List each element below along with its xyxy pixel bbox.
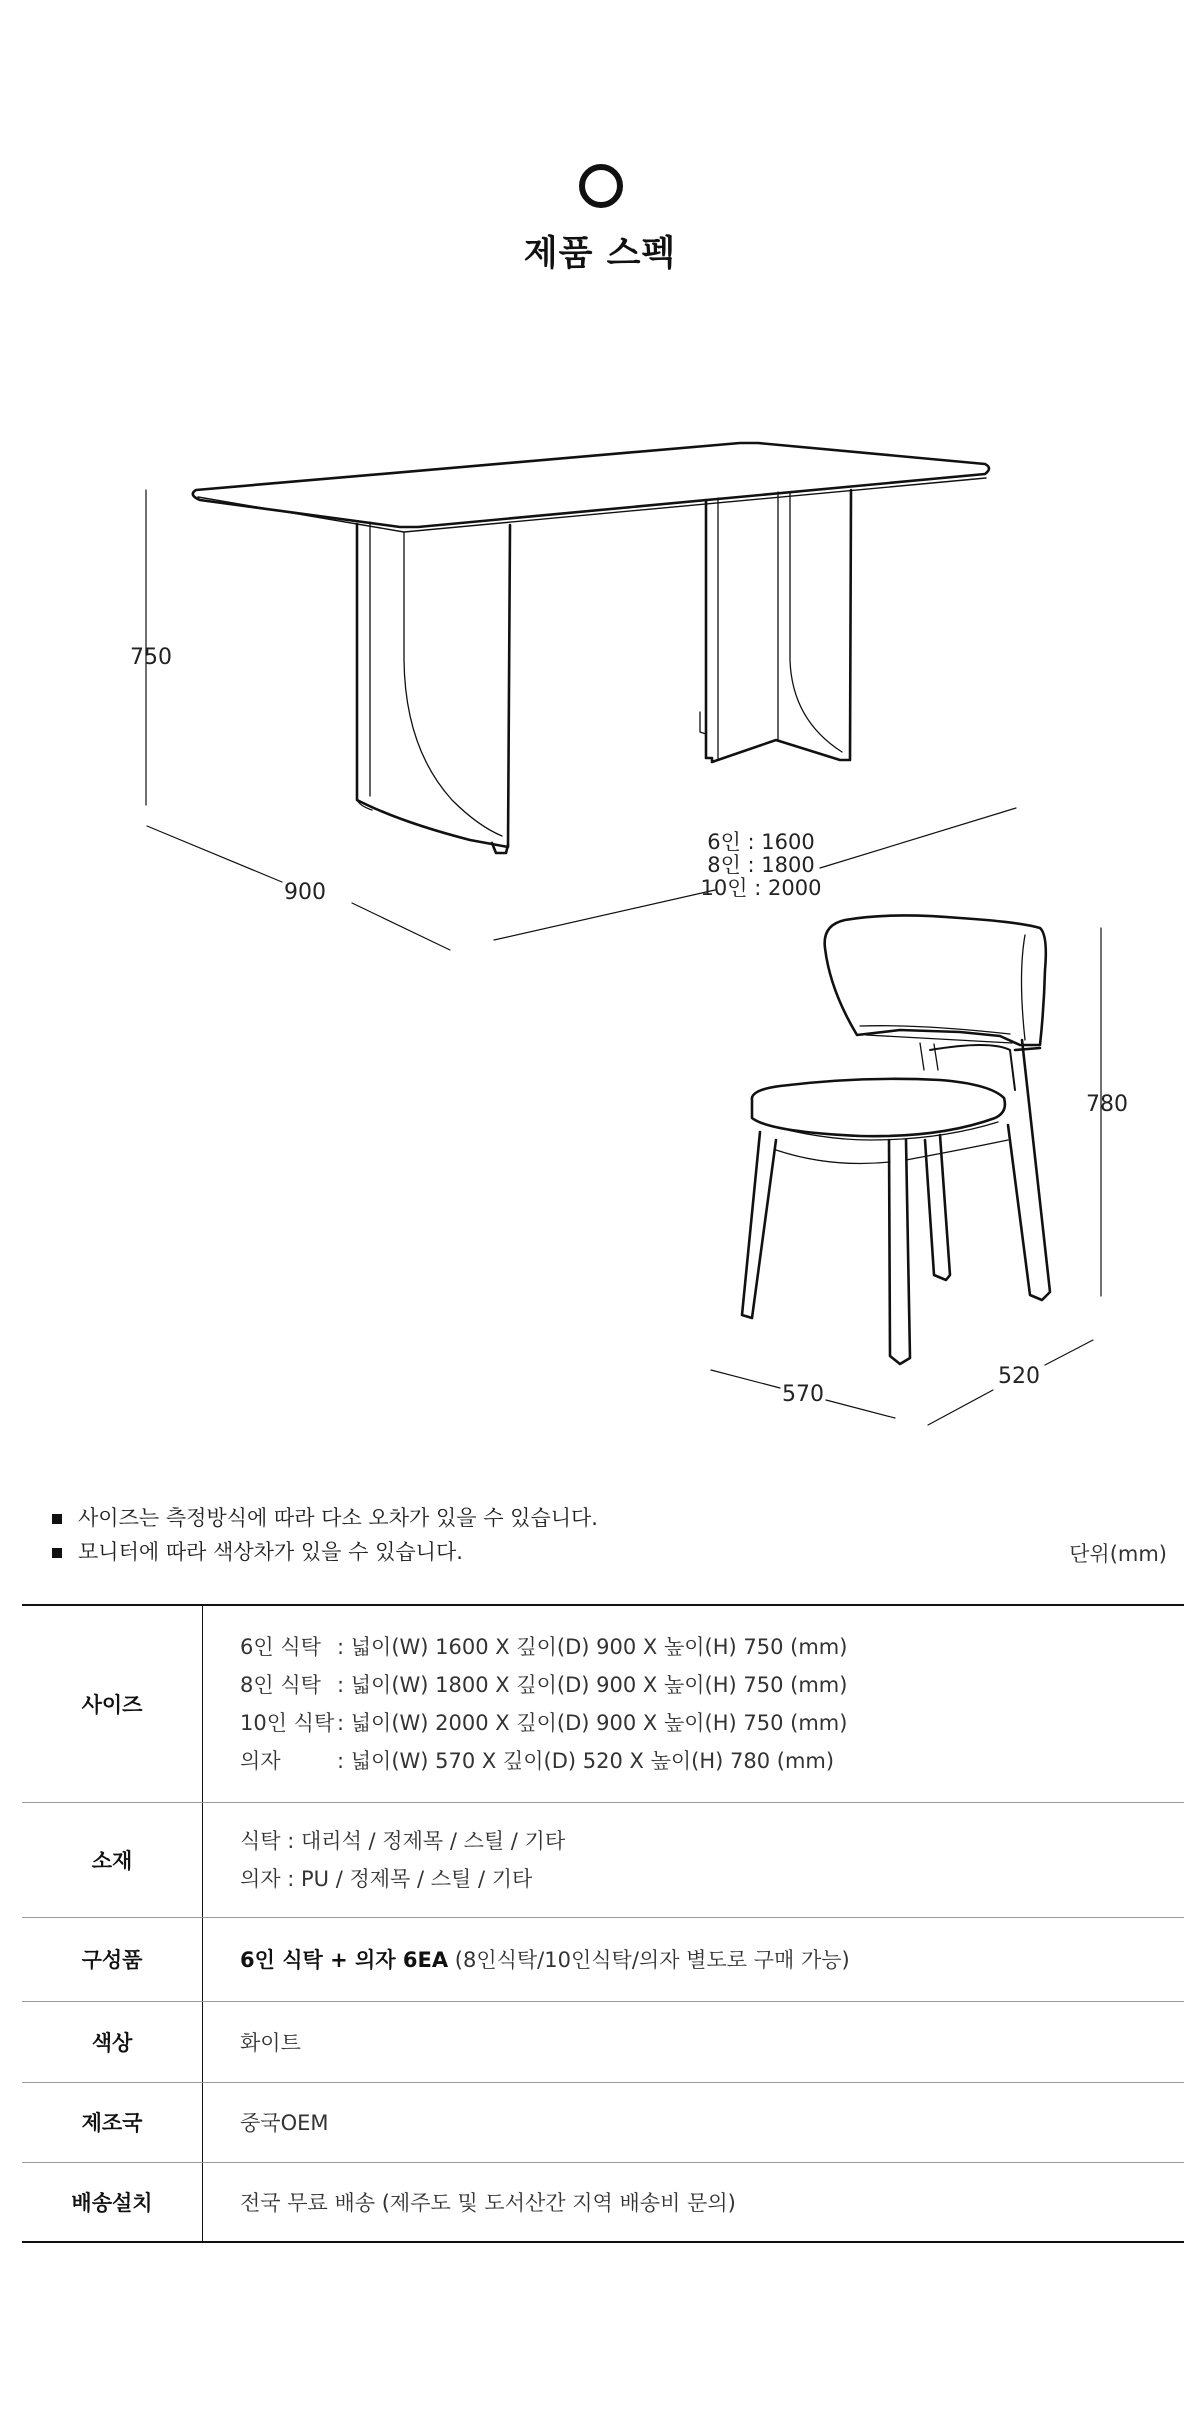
chair-illustration xyxy=(742,915,1050,1364)
spec-row-size xyxy=(22,1605,1184,1802)
spec-row-origin xyxy=(22,2082,1184,2162)
notes-list xyxy=(52,1501,598,1569)
spec-value: 화이트 xyxy=(203,2001,1185,2082)
table-illustration xyxy=(193,443,989,853)
table-width-8: 8인 : 1800 xyxy=(707,853,815,877)
spec-value: 식탁 : 대리석 / 정제목 / 스틸 / 기타 의자 : PU / 정제목 / 스틸 / 기타 xyxy=(203,1802,1185,1917)
spec-label: 색상 xyxy=(22,2001,203,2082)
unit-label: 단위(mm) xyxy=(1069,1542,1167,1566)
chair-width-label: 570 xyxy=(782,1382,824,1407)
table-dimension-lines xyxy=(146,490,1016,950)
chair-height-label: 780 xyxy=(1086,1092,1128,1117)
spec-table xyxy=(22,1604,1184,2243)
spec-label: 구성품 xyxy=(22,1917,203,2001)
spec-row-components xyxy=(22,1917,1184,2001)
table-height-label: 750 xyxy=(130,645,172,670)
spec-row-material xyxy=(22,1802,1184,1917)
table-width-6: 6인 : 1600 xyxy=(707,830,815,854)
bullet-icon xyxy=(52,1548,62,1558)
spec-label: 배송설치 xyxy=(22,2162,203,2242)
bullet-icon xyxy=(52,1514,62,1524)
spec-label: 소재 xyxy=(22,1802,203,1917)
spec-row-color xyxy=(22,2001,1184,2082)
note-item: 사이즈는 측정방식에 따라 다소 오차가 있을 수 있습니다. xyxy=(52,1501,598,1535)
chair-depth-label: 520 xyxy=(998,1364,1040,1389)
table-depth-label: 900 xyxy=(284,880,326,905)
table-width-10: 10인 : 2000 xyxy=(700,876,822,900)
note-item: 모니터에 따라 색상차가 있을 수 있습니다. xyxy=(52,1535,598,1569)
page-title: 제품 스펙 xyxy=(523,234,677,274)
spec-value: 6인 식탁 + 의자 6EA (8인식탁/10인식탁/의자 별도로 구매 가능) xyxy=(203,1917,1185,2001)
table-width-labels xyxy=(686,831,836,900)
spec-value: 전국 무료 배송 (제주도 및 도서산간 지역 배송비 문의) xyxy=(240,2190,736,2215)
spec-label: 사이즈 xyxy=(22,1605,203,1802)
spec-value: 6인 식탁 : 넓이(W) 1600 X 깊이(D) 900 X 높이(H) 750 (mm) 8인 식탁 : 넓이(W) 1800 X 깊이(D) 900 X 높이(H) 750 (mm) 10인 식탁 : 넓이(W) 2000 X 깊이(D) 900 X 높이(H) 750 (mm) 의자 : 넓이(W) 570 X 깊이(D) 520 X 높이(H) 780 (mm) xyxy=(203,1605,1185,1802)
spec-label: 제조국 xyxy=(22,2082,203,2162)
spec-value: 중국OEM xyxy=(203,2082,1185,2162)
spec-row-shipping xyxy=(22,2162,1184,2242)
